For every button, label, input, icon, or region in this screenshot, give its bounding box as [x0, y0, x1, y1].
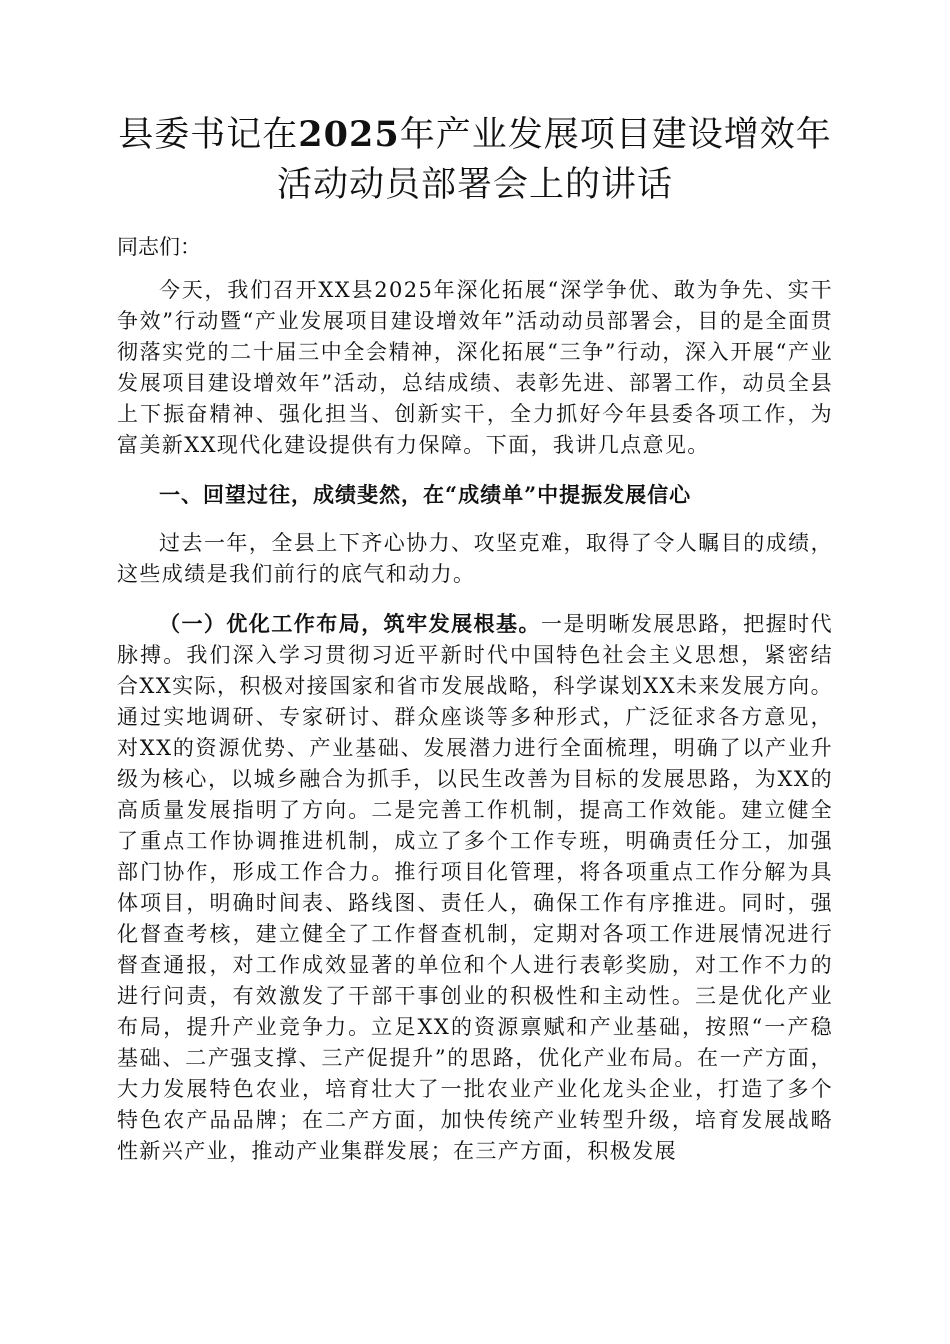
subsection-1-body: 一是明晰发展思路，把握时代脉搏。我们深入学习贯彻习近平新时代中国特色社会主义思想，紧密结合XX实际，积极对接国家和省市发展战略，科学谋划XX未来发展方向。通过实地调研、专家研讨、群众座谈等多种形式，广泛征求各方意见，对XX的资源优势、产业基础、发展潜力进行全面梳理，明确了以产业升级为核心，以城乡融合为抓手，以民生改善为目标的发展思路，为XX的高质量发展指明了方向。二是完善工作机制，提高工作效能。建立健全了重点工作协调推进机制，成立了多个工作专班，明确责任分工，加强部门协作，形成工作合力。推行项目化管理，将各项重点工作分解为具体项目，明确时间表、路线图、责任人，确保工作有序推进。同时，强化督查考核，建立健全了工作督查机制，定期对各项工作进展情况进行督查通报，对工作成效显著的单位和个人进行表彰奖励，对工作不力的进行问责，有效激发了干部干事创业的积极性和主动性。三是优化产业布局，提升产业竞争力。立足XX的资源禀赋和产业基础，按照“一产稳基础、二产强支撑、三产促提升”的思路，优化产业布局。在一产方面，大力发展特色农业，培育壮大了一批农业产业化龙头企业，打造了多个特色农产品品牌；在二产方面，加快传统产业转型升级，培育发展战略性新兴产业，推动产业集群发展；在三产方面，积极发展: [117, 612, 833, 1163]
section-1-heading: 一、回望过往，成绩斐然，在“成绩单”中提振发展信心: [159, 482, 692, 507]
section-1-intro-paragraph: 过去一年，全县上下齐心协力、攻坚克难，取得了令人瞩目的成绩，这些成绩是我们前行的底气和动力。: [117, 531, 833, 586]
salutation: 同志们：: [117, 235, 201, 259]
title-year: 2025: [298, 114, 400, 155]
subsection-1-lead: （一）优化工作布局，筑牢发展根基。: [159, 611, 541, 636]
document-title: [117, 110, 833, 210]
subsection-1-paragraph: [117, 608, 833, 1167]
title-part-2: 年产业发展项目建设增效年活动动员部署会上的讲话: [276, 115, 832, 205]
title-part-1: 县委书记在: [118, 115, 299, 155]
intro-paragraph: 今天，我们召开XX县2025年深化拓展“深学争优、敢为争先、实干争效”行动暨“产业发展项目建设增效年”活动动员部署会，目的是全面贯彻落实党的二十届三中全会精神，深化拓展“三争”行动，深入开展“产业发展项目建设增效年”活动，总结成绩、表彰先进、部署工作，动员全县上下振奋精神、强化担当、创新实干，全力抓好今年县委各项工作，为富美新XX现代化建设提供有力保障。下面，我讲几点意见。: [117, 278, 833, 457]
document-page: [117, 110, 833, 1167]
